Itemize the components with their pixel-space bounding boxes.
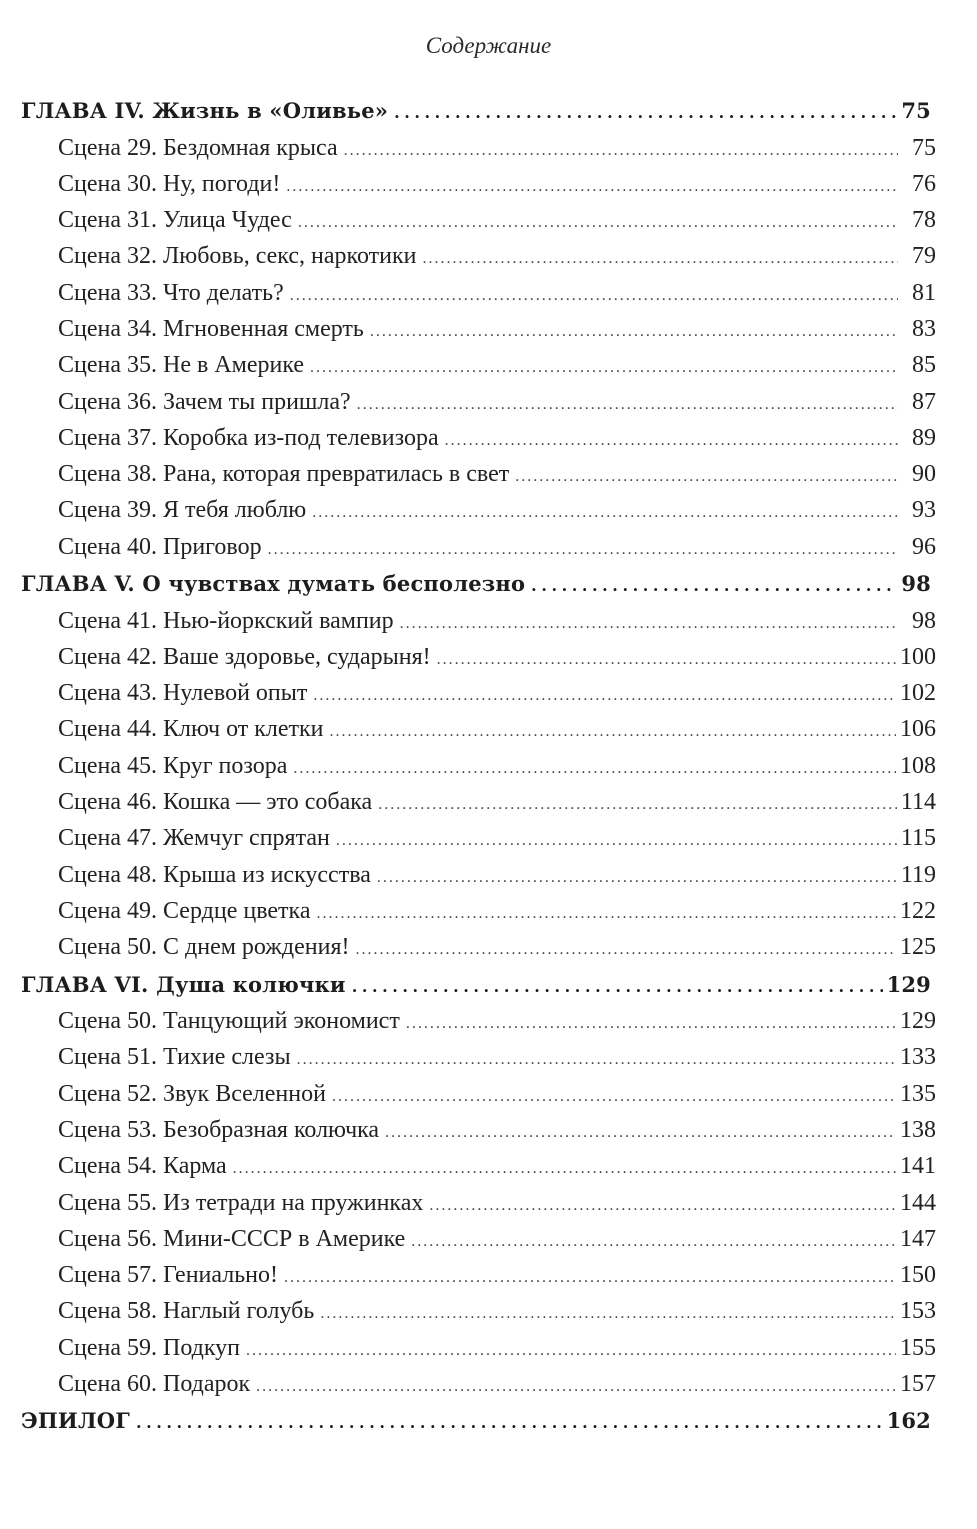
running-head: Содержание [425, 33, 552, 58]
toc-scene-entry [0, 1293, 977, 1329]
dot-leader [336, 823, 897, 859]
toc-chapter-entry [0, 1402, 977, 1440]
dot-leader [400, 606, 898, 642]
entry-page-number: 98 [901, 571, 931, 597]
entry-title: Сцена 43. Нулевой опыт [58, 680, 308, 707]
entry-title: ГЛАВА IV. Жизнь в «Оливье» [21, 98, 389, 123]
toc-scene-entry [0, 929, 977, 965]
entry-title: Сцена 44. Ключ от клетки [58, 716, 324, 743]
toc-scene-entry [0, 1366, 977, 1402]
entry-title: ГЛАВА VI. Душа колючки [21, 971, 346, 997]
entry-page-number: 102 [900, 680, 936, 707]
table-of-contents [0, 92, 977, 1440]
dot-leader [297, 1042, 896, 1078]
dot-leader [256, 1369, 896, 1405]
entry-title: Сцена 39. Я тебя люблю [58, 497, 307, 524]
dot-leader [320, 1296, 896, 1332]
toc-scene-entry [0, 1076, 977, 1112]
toc-scene-entry [0, 820, 977, 856]
entry-page-number: 133 [900, 1044, 936, 1071]
entry-page-number: 76 [912, 170, 936, 197]
toc-chapter-entry [0, 565, 977, 603]
dot-leader [313, 678, 896, 714]
entry-title: Сцена 35. Не в Америке [58, 352, 305, 379]
entry-page-number: 98 [912, 607, 936, 634]
toc-scene-entry [0, 1330, 977, 1366]
toc-scene-entry [0, 1112, 977, 1148]
dot-leader [357, 387, 898, 423]
entry-page-number: 106 [900, 716, 936, 743]
entry-page-number: 125 [900, 934, 936, 961]
dot-leader [312, 495, 898, 531]
dot-leader [268, 532, 898, 568]
toc-scene-entry [0, 1003, 977, 1039]
entry-page-number: 75 [912, 134, 936, 161]
dot-leader [422, 241, 898, 277]
entry-page-number: 79 [912, 243, 936, 270]
toc-scene-entry [0, 420, 977, 456]
entry-page-number: 122 [900, 897, 936, 924]
toc-scene-entry [0, 202, 977, 238]
toc-scene-entry [0, 748, 977, 784]
dot-leader [370, 314, 898, 350]
entry-page-number: 93 [912, 497, 936, 524]
entry-page-number: 89 [912, 424, 936, 451]
dot-leader [385, 1115, 896, 1151]
dot-leader [429, 1188, 896, 1224]
entry-page-number: 150 [900, 1262, 936, 1289]
dot-leader [246, 1333, 896, 1369]
toc-scene-entry [0, 492, 977, 528]
entry-page-number: 100 [900, 643, 936, 670]
entry-page-number: 138 [900, 1116, 936, 1143]
toc-scene-entry [0, 857, 977, 893]
dot-leader [136, 1404, 883, 1442]
dot-leader [310, 350, 898, 386]
toc-scene-entry [0, 384, 977, 420]
toc-scene-entry [0, 1257, 977, 1293]
toc-scene-entry [0, 1039, 977, 1075]
toc-scene-entry [0, 1185, 977, 1221]
toc-chapter-entry [0, 966, 977, 1004]
entry-title: Сцена 54. Карма [58, 1153, 227, 1180]
entry-title: Сцена 29. Бездомная крыса [58, 134, 338, 161]
entry-title: Сцена 30. Ну, погоди! [58, 170, 281, 197]
toc-scene-entry [0, 130, 977, 166]
entry-page-number: 147 [900, 1225, 936, 1252]
entry-title: ГЛАВА V. О чувствах думать бесполезно [21, 571, 526, 597]
dot-leader [330, 714, 896, 750]
toc-scene-entry [0, 456, 977, 492]
toc-scene-entry [0, 711, 977, 747]
dot-leader [411, 1224, 896, 1260]
entry-page-number: 114 [900, 789, 936, 816]
entry-title: Сцена 47. Жемчуг спрятан [58, 825, 330, 852]
entry-page-number: 85 [912, 352, 936, 379]
dot-leader [352, 968, 883, 1006]
dot-leader [344, 133, 898, 169]
entry-title: Сцена 51. Тихие слезы [58, 1044, 291, 1071]
entry-page-number: 75 [901, 98, 931, 123]
dot-leader [290, 278, 898, 314]
entry-page-number: 78 [912, 207, 936, 234]
dot-leader [293, 751, 896, 787]
entry-title: ЭПИЛОГ [21, 1408, 130, 1434]
entry-title: Сцена 33. Что делать? [58, 279, 284, 306]
entry-title: Сцена 48. Крыша из искусства [58, 861, 371, 888]
toc-scene-entry [0, 639, 977, 675]
toc-scene-entry [0, 1221, 977, 1257]
dot-leader [445, 423, 898, 459]
entry-title: Сцена 46. Кошка — это собака [58, 789, 373, 816]
entry-page-number: 115 [900, 825, 936, 852]
entry-title: Сцена 52. Звук Вселенной [58, 1080, 326, 1107]
entry-page-number: 135 [900, 1080, 936, 1107]
toc-scene-entry [0, 675, 977, 711]
entry-page-number: 155 [900, 1334, 936, 1361]
toc-chapter-entry [0, 92, 977, 130]
entry-page-number: 87 [912, 388, 936, 415]
entry-title: Сцена 32. Любовь, секс, наркотики [58, 243, 417, 270]
entry-page-number: 144 [900, 1189, 936, 1216]
entry-title: Сцена 40. Приговор [58, 533, 262, 560]
toc-scene-entry [0, 893, 977, 929]
toc-scene-entry [0, 275, 977, 311]
entry-page-number: 157 [900, 1371, 936, 1397]
entry-title: Сцена 57. Гениально! [58, 1262, 279, 1289]
dot-leader [298, 205, 898, 241]
dot-leader [515, 459, 898, 495]
entry-title: Сцена 41. Нью-йоркский вампир [58, 607, 394, 634]
entry-title: Сцена 60. Подарок [58, 1371, 251, 1397]
entry-title: Сцена 50. Танцующий экономист [58, 1008, 400, 1035]
entry-page-number: 83 [912, 315, 936, 342]
entry-title: Сцена 38. Рана, которая превратилась в свет [58, 461, 510, 488]
toc-scene-entry [0, 603, 977, 639]
dot-leader [286, 169, 898, 205]
entry-page-number: 162 [886, 1408, 931, 1434]
toc-scene-entry [0, 529, 977, 565]
entry-title: Сцена 53. Безобразная колючка [58, 1116, 380, 1143]
entry-title: Сцена 42. Ваше здоровье, сударыня! [58, 643, 431, 670]
toc-scene-entry [0, 311, 977, 347]
entry-page-number: 119 [900, 861, 936, 888]
toc-scene-entry [0, 166, 977, 202]
entry-page-number: 141 [900, 1153, 936, 1180]
entry-title: Сцена 56. Мини-СССР в Америке [58, 1225, 406, 1252]
dot-leader [316, 896, 896, 932]
entry-page-number: 108 [900, 752, 936, 779]
entry-page-number: 81 [912, 279, 936, 306]
toc-scene-entry [0, 238, 977, 274]
entry-title: Сцена 37. Коробка из-под телевизора [58, 424, 439, 451]
dot-leader [355, 932, 896, 968]
dot-leader [377, 860, 897, 896]
toc-scene-entry [0, 347, 977, 383]
dot-leader [378, 787, 897, 823]
dot-leader [437, 642, 896, 678]
entry-title: Сцена 50. С днем рождения! [58, 934, 350, 961]
entry-page-number: 129 [886, 971, 931, 997]
entry-title: Сцена 59. Подкуп [58, 1334, 241, 1361]
entry-page-number: 90 [912, 461, 936, 488]
entry-title: Сцена 31. Улица Чудес [58, 207, 292, 234]
entry-title: Сцена 55. Из тетради на пружинках [58, 1189, 424, 1216]
entry-title: Сцена 49. Сердце цветка [58, 897, 311, 924]
dot-leader [394, 94, 897, 132]
entry-page-number: 96 [912, 533, 936, 560]
entry-title: Сцена 36. Зачем ты пришла? [58, 388, 351, 415]
dot-leader [531, 567, 897, 605]
entry-page-number: 129 [900, 1008, 936, 1035]
entry-title: Сцена 45. Круг позора [58, 752, 288, 779]
entry-title: Сцена 58. Наглый голубь [58, 1298, 315, 1325]
dot-leader [284, 1260, 896, 1296]
dot-leader [233, 1151, 896, 1187]
entry-title: Сцена 34. Мгновенная смерть [58, 315, 364, 342]
dot-leader [406, 1006, 896, 1042]
entry-page-number: 153 [900, 1298, 936, 1325]
dot-leader [332, 1079, 896, 1115]
toc-scene-entry [0, 1148, 977, 1184]
toc-scene-entry [0, 784, 977, 820]
